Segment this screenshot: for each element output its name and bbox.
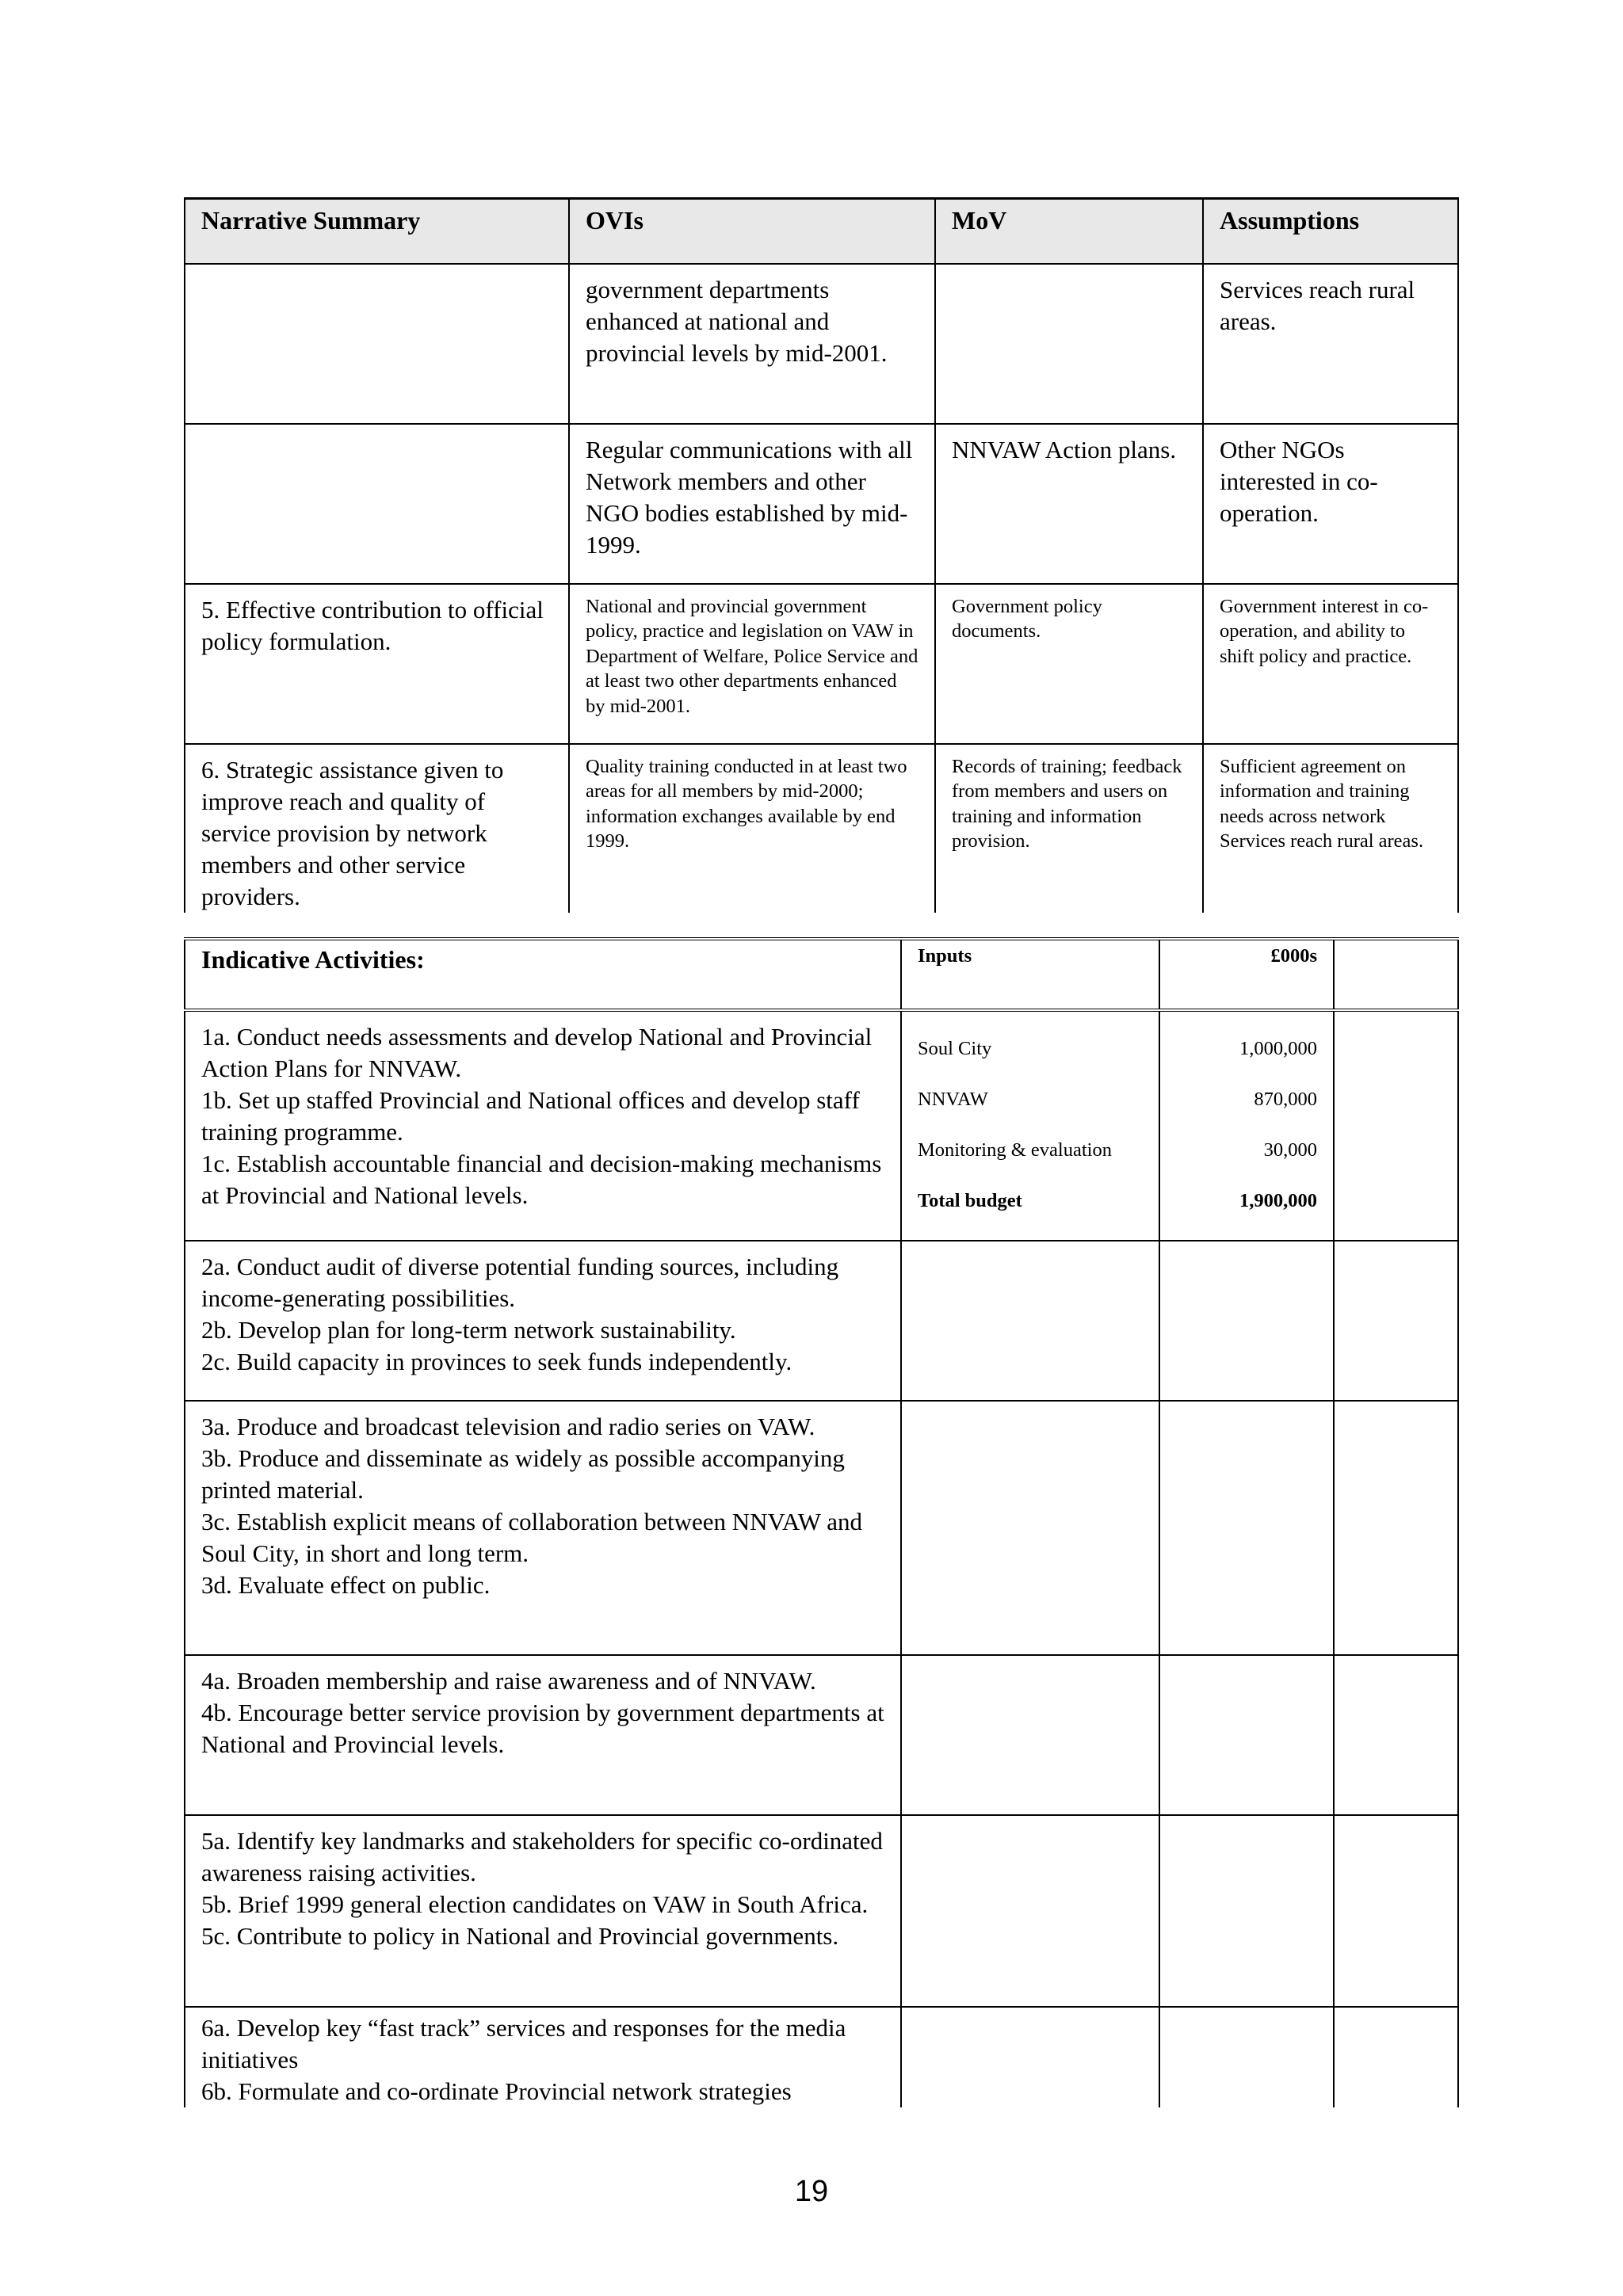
input-amount-total: 1,900,000 xyxy=(1239,1190,1317,1211)
activity-group-1 xyxy=(185,1010,901,1241)
empty-cell xyxy=(1334,1401,1458,1655)
mov-cell: Records of training; feedback from members and users on training and information provision. xyxy=(935,744,1203,913)
activity-group-4 xyxy=(185,1655,901,1815)
empty-cell xyxy=(1159,1655,1334,1815)
activity-item: 6a. Develop key “fast track” services and responses for the media initiatives xyxy=(201,2014,846,2073)
empty-cell xyxy=(901,2007,1159,2107)
narrative-cell xyxy=(185,264,569,424)
narrative-cell xyxy=(185,424,569,584)
activity-item: 3b. Produce and disseminate as widely as possible accompanying printed material. xyxy=(201,1444,845,1504)
activity-item: 4a. Broaden membership and raise awareness and of NNVAW. xyxy=(201,1667,816,1695)
mov-cell: NNVAW Action plans. xyxy=(935,424,1203,584)
activity-item: 1b. Set up staffed Provincial and National offices and develop staff training programme. xyxy=(201,1086,860,1146)
table-row xyxy=(185,584,1458,744)
activity-group-2 xyxy=(185,1241,901,1401)
activity-item: 2a. Conduct audit of diverse potential funding sources, including income-generating possibilities. xyxy=(201,1253,839,1312)
amounts-cell xyxy=(1159,1010,1334,1241)
table-row xyxy=(185,1655,1458,1815)
empty-cell xyxy=(1334,1655,1458,1815)
page-number: 19 xyxy=(794,2175,829,2208)
activities-header-row xyxy=(185,939,1458,1010)
header-narrative-summary: Narrative Summary xyxy=(185,199,569,264)
ovis-cell: National and provincial government policy, practice and legislation on VAW in Department of Welfare, Police Service and at least two other departments enhanced by mid-2001. xyxy=(569,584,935,744)
assumptions-cell: Other NGOs interested in co-operation. xyxy=(1203,424,1458,584)
table-row xyxy=(185,424,1458,584)
ovis-cell: Regular communications with all Network members and other NGO bodies established by mid-1999. xyxy=(569,424,935,584)
activity-item: 5b. Brief 1999 general election candidates on VAW in South Africa. xyxy=(201,1890,869,1918)
activity-item: 2c. Build capacity in provinces to seek funds independently. xyxy=(201,1348,792,1375)
ovis-cell: government departments enhanced at national and provincial levels by mid-2001. xyxy=(569,264,935,424)
narrative-cell: 5. Effective contribution to official policy formulation. xyxy=(185,584,569,744)
empty-cell xyxy=(1334,939,1458,1010)
ovis-cell: Quality training conducted in at least two areas for all members by mid-2000; information exchanges available by end 1999. xyxy=(569,744,935,913)
activities-table xyxy=(184,937,1459,2107)
activity-item: 1a. Conduct needs assessments and develop National and Provincial Action Plans for NNVAW. xyxy=(201,1023,873,1082)
empty-cell xyxy=(1334,2007,1458,2107)
activity-item: 2b. Develop plan for long-term network sustainability. xyxy=(201,1316,736,1344)
header-mov: MoV xyxy=(935,199,1203,264)
activity-group-3 xyxy=(185,1401,901,1655)
input-amount: 870,000 xyxy=(1254,1089,1317,1110)
table-row xyxy=(185,2007,1458,2107)
activity-item: 5c. Contribute to policy in National and Provincial governments. xyxy=(201,1922,839,1950)
activities-header: Indicative Activities: xyxy=(185,939,901,1010)
input-amount: 1,000,000 xyxy=(1239,1038,1317,1059)
input-name: Soul City xyxy=(918,1038,992,1059)
input-amount: 30,000 xyxy=(1263,1139,1317,1161)
table-row xyxy=(185,1010,1458,1241)
activity-item: 3d. Evaluate effect on public. xyxy=(201,1571,491,1599)
assumptions-cell: Services reach rural areas. xyxy=(1203,264,1458,424)
activity-group-5 xyxy=(185,1815,901,2007)
empty-cell xyxy=(1334,1010,1458,1241)
empty-cell xyxy=(1159,1401,1334,1655)
input-name: Monitoring & evaluation xyxy=(918,1139,1112,1161)
activity-item: 4b. Encourage better service provision by government departments at National and Provincial levels. xyxy=(201,1699,884,1758)
empty-cell xyxy=(901,1401,1159,1655)
input-name-total: Total budget xyxy=(918,1190,1022,1211)
activity-item: 6b. Formulate and co-ordinate Provincial network strategies xyxy=(201,2077,792,2105)
activity-item: 5a. Identify key landmarks and stakeholders for specific co-ordinated awareness raising activities. xyxy=(201,1827,883,1886)
amount-header: £000s xyxy=(1159,939,1334,1010)
empty-cell xyxy=(1159,1815,1334,2007)
logframe-table xyxy=(184,197,1459,913)
empty-cell xyxy=(1159,2007,1334,2107)
empty-cell xyxy=(901,1655,1159,1815)
empty-cell xyxy=(1334,1815,1458,2007)
header-assumptions: Assumptions xyxy=(1203,199,1458,264)
inputs-cell xyxy=(901,1010,1159,1241)
empty-cell xyxy=(1334,1241,1458,1401)
assumptions-cell: Government interest in co-operation, and ability to shift policy and practice. xyxy=(1203,584,1458,744)
activity-group-6 xyxy=(185,2007,901,2107)
narrative-cell: 6. Strategic assistance given to improve reach and quality of service provision by network members and other service providers. xyxy=(185,744,569,913)
mov-cell: Government policy documents. xyxy=(935,584,1203,744)
table-row xyxy=(185,744,1458,913)
table-row xyxy=(185,264,1458,424)
empty-cell xyxy=(1159,1241,1334,1401)
empty-cell xyxy=(901,1815,1159,2007)
inputs-header: Inputs xyxy=(901,939,1159,1010)
activity-item: 1c. Establish accountable financial and decision-making mechanisms at Provincial and National levels. xyxy=(201,1150,882,1209)
table-row xyxy=(185,1815,1458,2007)
mov-cell xyxy=(935,264,1203,424)
empty-cell xyxy=(901,1241,1159,1401)
logframe-header-row xyxy=(185,199,1458,264)
header-ovis: OVIs xyxy=(569,199,935,264)
activity-item: 3c. Establish explicit means of collaboration between NNVAW and Soul City, in short and long term. xyxy=(201,1508,863,1567)
activity-item: 3a. Produce and broadcast television and radio series on VAW. xyxy=(201,1413,815,1440)
table-row xyxy=(185,1401,1458,1655)
table-row xyxy=(185,1241,1458,1401)
assumptions-cell: Sufficient agreement on information and training needs across network Services reach rural areas. xyxy=(1203,744,1458,913)
input-name: NNVAW xyxy=(918,1089,988,1110)
